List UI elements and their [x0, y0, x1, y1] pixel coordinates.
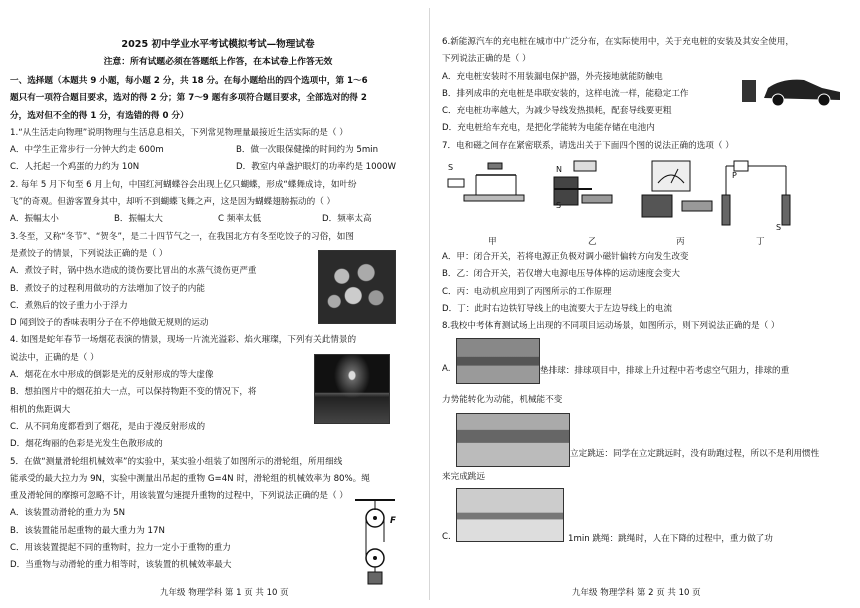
q6-option-a: A．充电桩安装时不用装漏电保护器，外壳接地就能防触电 [442, 71, 663, 82]
exam-notice: 注意：所有试题必须在答题纸上作答，在本试卷上作答无效 [103, 57, 333, 67]
rope-skipping-photo [456, 488, 564, 542]
circuit-label-n: N [556, 165, 562, 175]
question-3-line-1: 3.冬至，又称“冬节”、“贺冬”，是二十四节气之一，在我国北方有冬至吃饺子的习俗，如图 [10, 231, 354, 242]
q1-option-a: A．中学生正常步行一分钟大约走 600m [10, 145, 164, 156]
q4-option-a: A．烟花在水中形成的倒影是光的反射形成的等大虚像 [10, 370, 214, 381]
right-footer: 九年级 物理学科 第 2 页 共 10 页 [572, 588, 701, 598]
figure-label-ding: 丁 [756, 237, 765, 248]
question-2-options [10, 211, 426, 228]
circuit-label-s2: S [556, 201, 562, 211]
question-4-line-1: 4. 如图是蛇年春节一场烟花表演的情景，现场一片流光溢彩、焰火璀璨，下列有关此情景的 [10, 335, 357, 346]
question-1: 1.“从生活走向物理”说明物理与生活息息相关，下列常见物理量最接近生活实际的是（ ） [10, 127, 348, 138]
q8-option-a-letter: A. [442, 363, 451, 374]
q2-option-c: C 频率太低 [218, 214, 262, 225]
question-2-line-1: 2. 每年 5 月下旬至 6 月上旬，中国红河蝴蝶谷会出现上亿只蝴蝶，形成“蝶舞成诗，如叶纷 [10, 179, 357, 190]
q3-option-b: B．煮饺子的过程利用做功的方法增加了饺子的内能 [10, 283, 205, 294]
question-5-line-1: 5．在做“测量滑轮组机械效率”的实验中，某实验小组装了如图所示的滑轮组，所用细线 [10, 456, 343, 467]
q8-option-a-text: 垫排球：排球项目中，排球上升过程中若考虑空气阻力，排球的重 [540, 365, 790, 376]
exam-title: 2025 初中学业水平考试模拟考试—物理试卷 [121, 39, 315, 50]
q8-option-a-block [442, 336, 858, 392]
left-page [10, 0, 426, 608]
figure-label-bing: 丙 [676, 237, 685, 248]
q2-option-b: B．振幅太大 [114, 214, 163, 225]
q6-option-c: C．充电桩功率越大，为减少导线发热损耗，配套导线要更粗 [442, 106, 672, 117]
circuit-label-s1: S [448, 163, 454, 173]
q7-option-b: B．乙：闭合开关，若仅增大电源电压导体棒的运动速度会变大 [442, 269, 680, 280]
question-2-line-2: 飞”的奇观。但游客置身其中，却听不到蝴蝶飞舞之声，这是因为蝴蝶翅膀振动的（ ） [10, 197, 336, 208]
pulley-force-label: F [390, 516, 396, 526]
question-4-line-2: 说法中，正确的是（ ） [10, 352, 99, 363]
q7-option-a: A．甲：闭合开关，若将电源正负极对调小磁针偏转方向发生改变 [442, 252, 689, 263]
figure-label-yi: 乙 [588, 237, 597, 248]
q8-option-b-text-2: 来完成跳远 [442, 471, 485, 482]
section-heading-2: 题只有一项符合题目要求，选对的得 2 分；第 7～9 题有多项符合题目要求，全部选对的得 2 [10, 93, 367, 104]
em-figures [442, 155, 858, 249]
page-divider [429, 8, 430, 600]
electric-car-photo [742, 72, 846, 108]
question-6-line-1: 6.新能源汽车的充电桩在城市中广泛分布，在实际使用中，关于充电桩的安装及其安全使用， [442, 37, 794, 47]
q7-option-d: D．丁：此时右边铁钉导线上的电流要大于左边导线上的电流 [442, 303, 673, 314]
right-page [442, 0, 858, 608]
q4-option-d: D．烟花绚丽的色彩是光发生色散形成的 [10, 439, 163, 450]
question-5-line-2: 能承受的最大拉力为 9N，实验中测量出吊起的重物 G=4N 时，滑轮组的机械效率为 80%。绳 [10, 473, 370, 484]
q5-option-b: B．该装置能吊起重物的最大重力为 17N [10, 525, 165, 536]
q5-option-c: C．用该装置提起不同的重物时，拉力一定小于重物的重力 [10, 543, 231, 554]
q5-option-d: D．当重物与动滑轮的重力相等时，该装置的机械效率最大 [10, 560, 232, 571]
question-3-line-2: 是煮饺子的情景，下列说法正确的是（ ） [10, 248, 168, 259]
q7-option-c: C．丙：电动机应用到了丙图所示的工作原理 [442, 286, 612, 297]
q8-option-c-block [442, 486, 858, 548]
left-footer: 九年级 物理学科 第 1 页 共 10 页 [160, 588, 289, 598]
q3-option-c: C．煮熟后的饺子重力小于浮力 [10, 300, 128, 311]
q4-option-b-line-2: 相机的焦距调大 [10, 404, 71, 415]
question-6-line-2: 下列说法正确的是（ ） [442, 54, 531, 65]
q4-option-b-line-1: B．想拍图片中的烟花拍大一点，可以保持物距不变的情况下，将 [10, 387, 257, 398]
q3-option-a: A．煮饺子时，锅中热水造成的烫伤要比冒出的水蒸气烫伤更严重 [10, 266, 257, 277]
q8-option-c-text: 1min 跳绳：跳绳时，人在下降的过程中，重力做了功 [568, 534, 773, 545]
q2-option-d: D．频率太高 [322, 214, 372, 225]
question-5-line-3: 重及滑轮间的摩擦可忽略不计，用该装置匀速提升重物的过程中，下列说法正确的是（ ） [10, 491, 348, 502]
q8-option-a-text-2: 力势能转化为动能，机械能不变 [442, 394, 563, 405]
section-heading-1: 一、选择题（本题共 9 小题，每小题 2 分，共 18 分。在每小题给出的四个选项中，第 1～6 [10, 76, 368, 86]
q3-option-d: D 闻到饺子的香味表明分子在不停地做无规则的运动 [10, 318, 209, 329]
fireworks-photo [314, 354, 390, 424]
q2-option-a: A．振幅太小 [10, 214, 59, 225]
question-1-options-ab [10, 142, 426, 159]
question-8: 8.我校中考体育测试场上出现的不同项目运动场景，如图所示，则下列说法正确的是（ ） [442, 321, 780, 332]
em-figures-svg [446, 155, 796, 235]
pulley-diagram [355, 498, 395, 590]
section-heading-3: 分，选对但不全的得 1 分，有选错的得 0 分） [10, 110, 189, 121]
figure-label-jia: 甲 [488, 237, 497, 248]
circuit-label-p: P [732, 171, 737, 181]
circuit-label-s3: S [776, 223, 782, 233]
q1-option-d: D．教室内单盏护眼灯的功率约是 1000W [236, 162, 397, 173]
dumplings-photo [318, 250, 396, 324]
q1-option-b: B．做一次眼保健操的时间约为 5min [236, 145, 379, 156]
q5-option-a: A．该装置动滑轮的重力为 5N [10, 508, 126, 519]
question-1-options-cd [10, 159, 426, 176]
q1-option-c: C．人托起一个鸡蛋的力约为 10N [10, 162, 140, 173]
q8-option-b-block [442, 409, 858, 469]
q8-option-c-letter: C. [442, 532, 451, 543]
question-7: 7．电和磁之间存在紧密联系，请选出关于下面四个图的说法正确的选项（ ） [442, 140, 734, 151]
long-jump-photo [456, 413, 570, 467]
q6-option-b: B．排列成串的充电桩是串联安装的，这样电流一样，能稳定工作 [442, 88, 689, 99]
q4-option-c: C．从不同角度都看到了烟花，是由于漫反射形成的 [10, 421, 206, 432]
car-icon [742, 72, 846, 108]
q8-option-b-text: 立定跳远：同学在立定跳远时，没有助跑过程，所以不是利用惯性 [570, 448, 820, 459]
volleyball-photo [456, 338, 540, 384]
q6-option-d: D．充电桩给车充电，是把化学能转为电能存储在电池内 [442, 123, 655, 134]
